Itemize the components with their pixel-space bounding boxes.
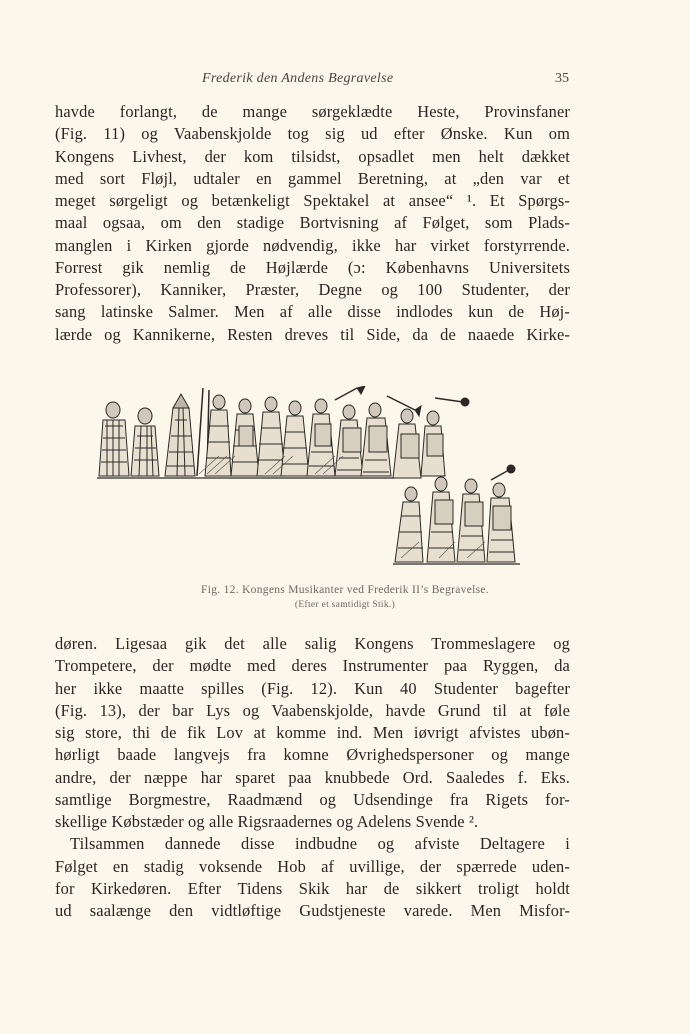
paragraph bbox=[55, 101, 570, 346]
text-line: andre, der næppe har sparet paa knubbede Ord. Saaledes f. Eks. bbox=[55, 767, 570, 787]
text-line: ud saalænge den vidtløftige Gudstjeneste varede. Men Misfor- bbox=[55, 901, 570, 920]
text-line: (Fig. 13), der bar Lys og Vaabenskjolde, havde Grund til at føle bbox=[55, 700, 570, 720]
text-line: Følget en stadig voksende Hob af uvillige, der spærrede uden- bbox=[55, 856, 570, 876]
body-text-bottom bbox=[55, 633, 570, 922]
text-line: sig store, thi de fik Lov at komme ind. Men iøvrigt afvistes ubøn- bbox=[55, 723, 570, 742]
text-line: sang latinske Salmer. Men af alle disse indlodes kun de Høj- bbox=[55, 302, 570, 322]
engraving-illustration bbox=[95, 386, 525, 571]
text-line: maal ogsaa, om den stadige Bortvisning af Følget, som Plads- bbox=[55, 213, 570, 233]
paragraph bbox=[55, 633, 570, 922]
text-line: for Kirkedøren. Efter Tidens Skik har de sikkert troligt holdt bbox=[55, 878, 570, 898]
text-line: hørligt baade langvejs fra komne Øvrighedspersoner og mange bbox=[55, 745, 570, 765]
text-line: her ikke maatte spilles (Fig. 12). Kun 40 Studenter bagefter bbox=[55, 678, 570, 698]
text-line: døren. Ligesaa gik det alle salig Kongens Trommeslagere og bbox=[55, 634, 570, 653]
figure-source: (Efter et samtidigt Stik.) bbox=[294, 600, 396, 610]
text-line: meget sørgeligt og betænkeligt Spektakel at ansee“ ¹. Et Spørgs- bbox=[55, 191, 570, 210]
text-line: Trompetere, der mødte med deres Instrumenter paa Ryggen, da bbox=[55, 656, 570, 676]
text-line: samtlige Borgmestre, Raadmænd og Udsendinge fra Rigets for- bbox=[55, 789, 570, 809]
text-line: lærde og Kannikerne, Resten dreves til Side, da de naaede Kirke- bbox=[55, 324, 570, 344]
text-line: (Fig. 11) og Vaabenskjolde tog sig ud efter Ønske. Kun om bbox=[55, 124, 570, 144]
text-line: skellige Købstæder og alle Rigsraadernes og Adelens Svende ². bbox=[55, 812, 479, 831]
text-line: Tilsammen dannede disse indbudne og afviste Deltagere i bbox=[70, 834, 570, 854]
musicians-procession-engraving bbox=[95, 386, 525, 571]
body-text-top bbox=[55, 101, 570, 346]
text-line: med sort Fløjl, udtaler en gammel Beretning, at „den var et bbox=[55, 168, 570, 188]
figure-caption: Fig. 12. Kongens Musikanter ved Frederik II’s Begravelse. bbox=[201, 584, 489, 596]
text-line: havde forlangt, de mange sørgeklædte Heste, Provinsfaner bbox=[55, 102, 570, 121]
text-line: manglen i Kirken gjorde nødvendig, ikke har virket forstyrrende. bbox=[55, 235, 570, 255]
text-line: Kongens Livhest, der kom tilsidst, opsadlet men helt dækket bbox=[55, 146, 570, 166]
text-line: Professorer), Kanniker, Præster, Degne og 100 Studenter, der bbox=[55, 280, 570, 299]
running-head bbox=[0, 71, 690, 91]
text-line: Forrest gik nemlig de Højlærde (ɔ: Københavns Universitets bbox=[55, 257, 570, 277]
running-title: Frederik den Andens Begravelse bbox=[202, 71, 394, 86]
page-number: 35 bbox=[555, 71, 569, 86]
